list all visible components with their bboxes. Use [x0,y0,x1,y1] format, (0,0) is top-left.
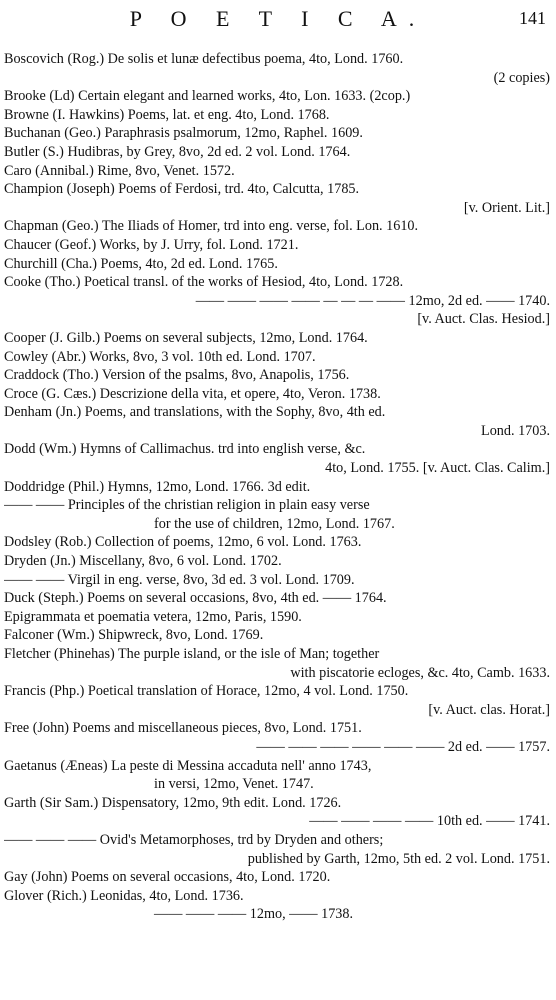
catalogue-line: with piscatorie ecloges, &c. 4to, Camb. 1633. [290,664,550,681]
catalogue-line: Churchill (Cha.) Poems, 4to, 2d ed. Lond. 1765. [4,255,278,272]
catalogue-entries [4,50,550,924]
catalogue-line: Brooke (Ld) Certain elegant and learned works, 4to, Lon. 1633. (2cop.) [4,88,411,105]
catalogue-line: —— —— —— Ovid's Metamorphoses, trd by Dryden and others; [4,831,384,848]
catalogue-line: —— —— Principles of the christian religion in plain easy verse [4,497,370,514]
catalogue-line: Boscovich (Rog.) De solis et lunæ defectibus poema, 4to, Lond. 1760. [4,51,404,67]
catalogue-line: Cooper (J. Gilb.) Poems on several subjects, 12mo, Lond. 1764. [4,329,368,346]
catalogue-line: Buchanan (Geo.) Paraphrasis psalmorum, 12mo, Raphel. 1609. [4,125,363,142]
catalogue-line: Gay (John) Poems on several occasions, 4to, Lond. 1720. [4,869,331,886]
catalogue-line: —— —— Virgil in eng. verse, 8vo, 3d ed. 3 vol. Lond. 1709. [4,571,355,588]
catalogue-line: Butler (S.) Hudibras, by Grey, 8vo, 2d ed. 2 vol. Lond. 1764. [4,143,351,160]
catalogue-line: Caro (Annibal.) Rime, 8vo, Venet. 1572. [4,162,235,179]
catalogue-line: Doddridge (Phil.) Hymns, 12mo, Lond. 1766. 3d edit. [4,478,311,495]
catalogue-line: Falconer (Wm.) Shipwreck, 8vo, Lond. 1769. [4,627,264,644]
catalogue-line: —— —— —— —— 10th ed. —— 1741. [309,813,550,830]
catalogue-line: Chaucer (Geof.) Works, by J. Urry, fol. Lond. 1721. [4,236,299,253]
catalogue-line: Dodd (Wm.) Hymns of Callimachus. trd into english verse, &c. [4,441,366,458]
catalogue-line: [v. Auct. Clas. Hesiod.] [417,311,550,328]
catalogue-line: Gaetanus (Æneas) La peste di Messina accaduta nell' anno 1743, [4,757,372,774]
catalogue-line: —— —— —— —— —— —— 2d ed. —— 1757. [256,738,550,755]
catalogue-line: Dodsley (Rob.) Collection of poems, 12mo, 6 vol. Lond. 1763. [4,534,362,551]
catalogue-line: [v. Auct. clas. Horat.] [428,701,550,718]
catalogue-line: [v. Orient. Lit.] [463,199,550,216]
page-number: 141 [519,8,546,28]
catalogue-line: Free (John) Poems and miscellaneous pieces, 8vo, Lond. 1751. [4,720,362,737]
catalogue-line: Garth (Sir Sam.) Dispensatory, 12mo, 9th edit. Lond. 1726. [4,794,342,811]
catalogue-line: Francis (Php.) Poetical translation of Horace, 12mo, 4 vol. Lond. 1750. [4,683,409,700]
catalogue-line: —— —— —— —— — — — —— 12mo, 2d ed. —— 1740. [195,292,550,309]
catalogue-line: Lond. 1703. [481,422,550,439]
catalogue-line: Fletcher (Phinehas) The purple island, or the isle of Man; together [4,646,380,662]
catalogue-line: (2 copies) [493,69,550,86]
catalogue-line: —— —— —— 12mo, —— 1738. [154,906,354,923]
catalogue-line: Duck (Steph.) Poems on several occasions, 8vo, 4th ed. —— 1764. [4,590,387,607]
catalogue-line: for the use of children, 12mo, Lond. 1767. [154,515,395,532]
catalogue-line: Cowley (Abr.) Works, 8vo, 3 vol. 10th ed. Lond. 1707. [4,348,316,365]
catalogue-line: Champion (Joseph) Poems of Ferdosi, trd. 4to, Calcutta, 1785. [4,181,360,198]
catalogue-line: 4to, Lond. 1755. [v. Auct. Clas. Calim.] [325,460,550,477]
catalogue-line: Croce (G. Cæs.) Descrizione della vita, et opere, 4to, Veron. 1738. [4,385,381,402]
catalogue-line: in versi, 12mo, Venet. 1747. [154,776,314,793]
running-title: P O E T I C A. [129,6,427,31]
catalogue-line: Epigrammata et poematia vetera, 12mo, Paris, 1590. [4,608,302,625]
catalogue-line: Chapman (Geo.) The Iliads of Homer, trd into eng. verse, fol. Lon. 1610. [4,218,419,235]
page-header [0,6,556,32]
catalogue-line: Browne (I. Hawkins) Poems, lat. et eng. 4to, Lond. 1768. [4,106,330,123]
catalogue-line: Cooke (Tho.) Poetical transl. of the works of Hesiod, 4to, Lond. 1728. [4,274,404,291]
catalogue-line: Denham (Jn.) Poems, and translations, with the Sophy, 8vo, 4th ed. [4,404,386,421]
catalogue-line: Glover (Rich.) Leonidas, 4to, Lond. 1736. [4,887,244,904]
catalogue-line: Craddock (Tho.) Version of the psalms, 8vo, Anapolis, 1756. [4,367,350,384]
catalogue-line: Dryden (Jn.) Miscellany, 8vo, 6 vol. Lond. 1702. [4,553,282,570]
catalogue-line: published by Garth, 12mo, 5th ed. 2 vol. Lond. 1751. [247,850,550,867]
